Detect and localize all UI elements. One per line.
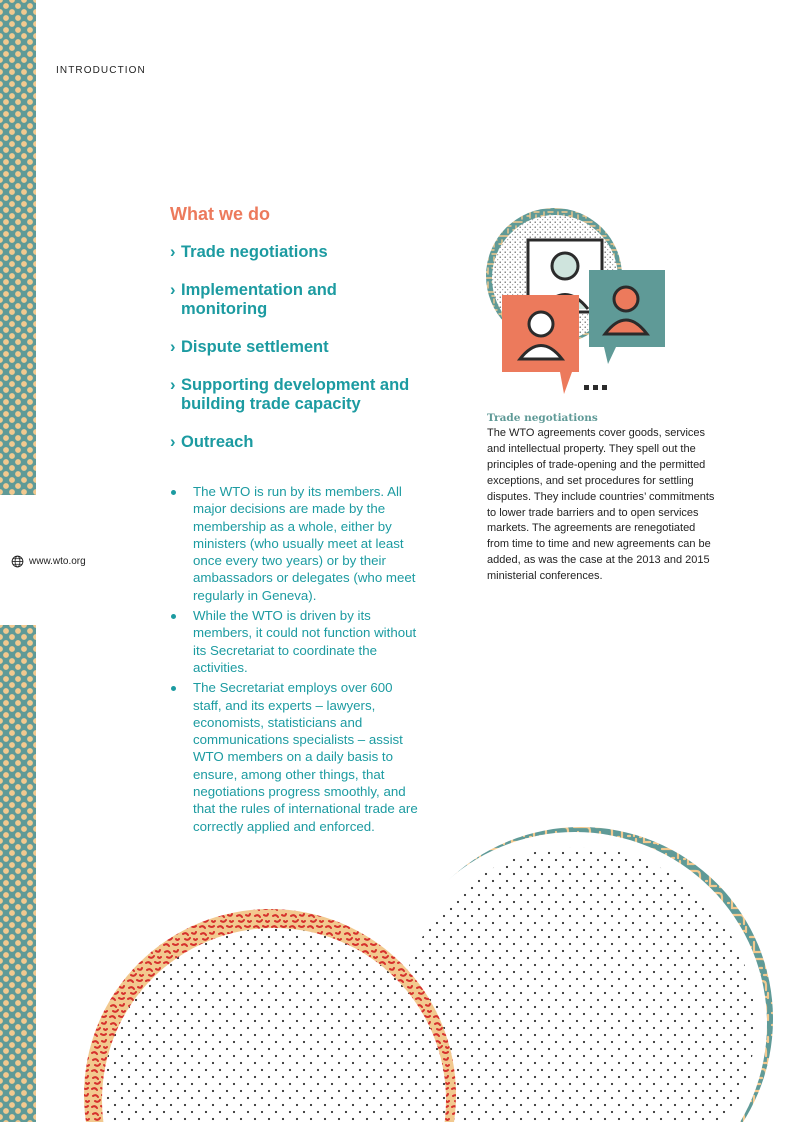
chevron-right-icon: › [170,338,176,356]
sidebar-body: The WTO agreements cover goods, services and intellectual property. They spell out the principles of trade-opening and the permitted exceptions, and set procedures for settling disputes. They include countries’ commitments to lower trade barriers and to open services markets. The agreements are renegotiated from time to time and new agreements can be added, as was the case at the 2013 and 2015 ministerial conferences. [487,427,715,583]
list-item-label: Implementation and monitoring [181,281,337,318]
bullet-item: The WTO is run by its members. All major decisions are made by the membership as a whole, either by ministers (who usually meet at least once every two years) or by their ambassadors or delegates (who meet regularly in Geneva). [170,483,418,604]
list-item-trade-negotiations [170,243,460,262]
bullet-item: The Secretariat employs over 600 staff, and its experts – lawyers, economists, statisticians and communications specialists – assist WTO members on a daily basis to ensure, among other things, that negotiations progress smoothly, and that the rules of international trade are correctly applied and enforced. [170,679,418,835]
sidebar-title: Trade negotiations [487,412,598,424]
list-item-outreach [170,433,460,452]
list-item-label: Outreach [181,433,254,451]
bullet-dot-icon [171,614,176,619]
list-item-label: Trade negotiations [181,243,328,261]
trade-negotiations-illustration [484,206,670,396]
bullet-dot-icon [171,686,176,691]
website-link[interactable]: www.wto.org [29,556,86,567]
globe-icon [11,555,24,568]
chevron-right-icon: › [170,433,176,451]
decorative-dot-strip-top [0,0,36,495]
list-item-implementation [170,281,460,319]
list-item-label: Dispute settlement [181,338,329,356]
what-we-do-list [170,243,460,471]
chevron-right-icon: › [170,243,176,261]
list-item-dispute-settlement [170,338,460,357]
section-label: INTRODUCTION [56,65,146,76]
chevron-right-icon: › [170,281,176,299]
list-item-label: Supporting development and building trade capacity [181,376,410,413]
chevron-right-icon: › [170,376,176,394]
trade-negotiations-sidebar [487,412,717,585]
decorative-circles-illustration [0,780,793,1122]
list-item-supporting-development [170,376,460,414]
what-we-do-heading: What we do [170,204,270,224]
bullet-dot-icon [171,490,176,495]
bullet-item: While the WTO is driven by its members, it could not function without its Secretariat to coordinate the activities. [170,607,418,676]
